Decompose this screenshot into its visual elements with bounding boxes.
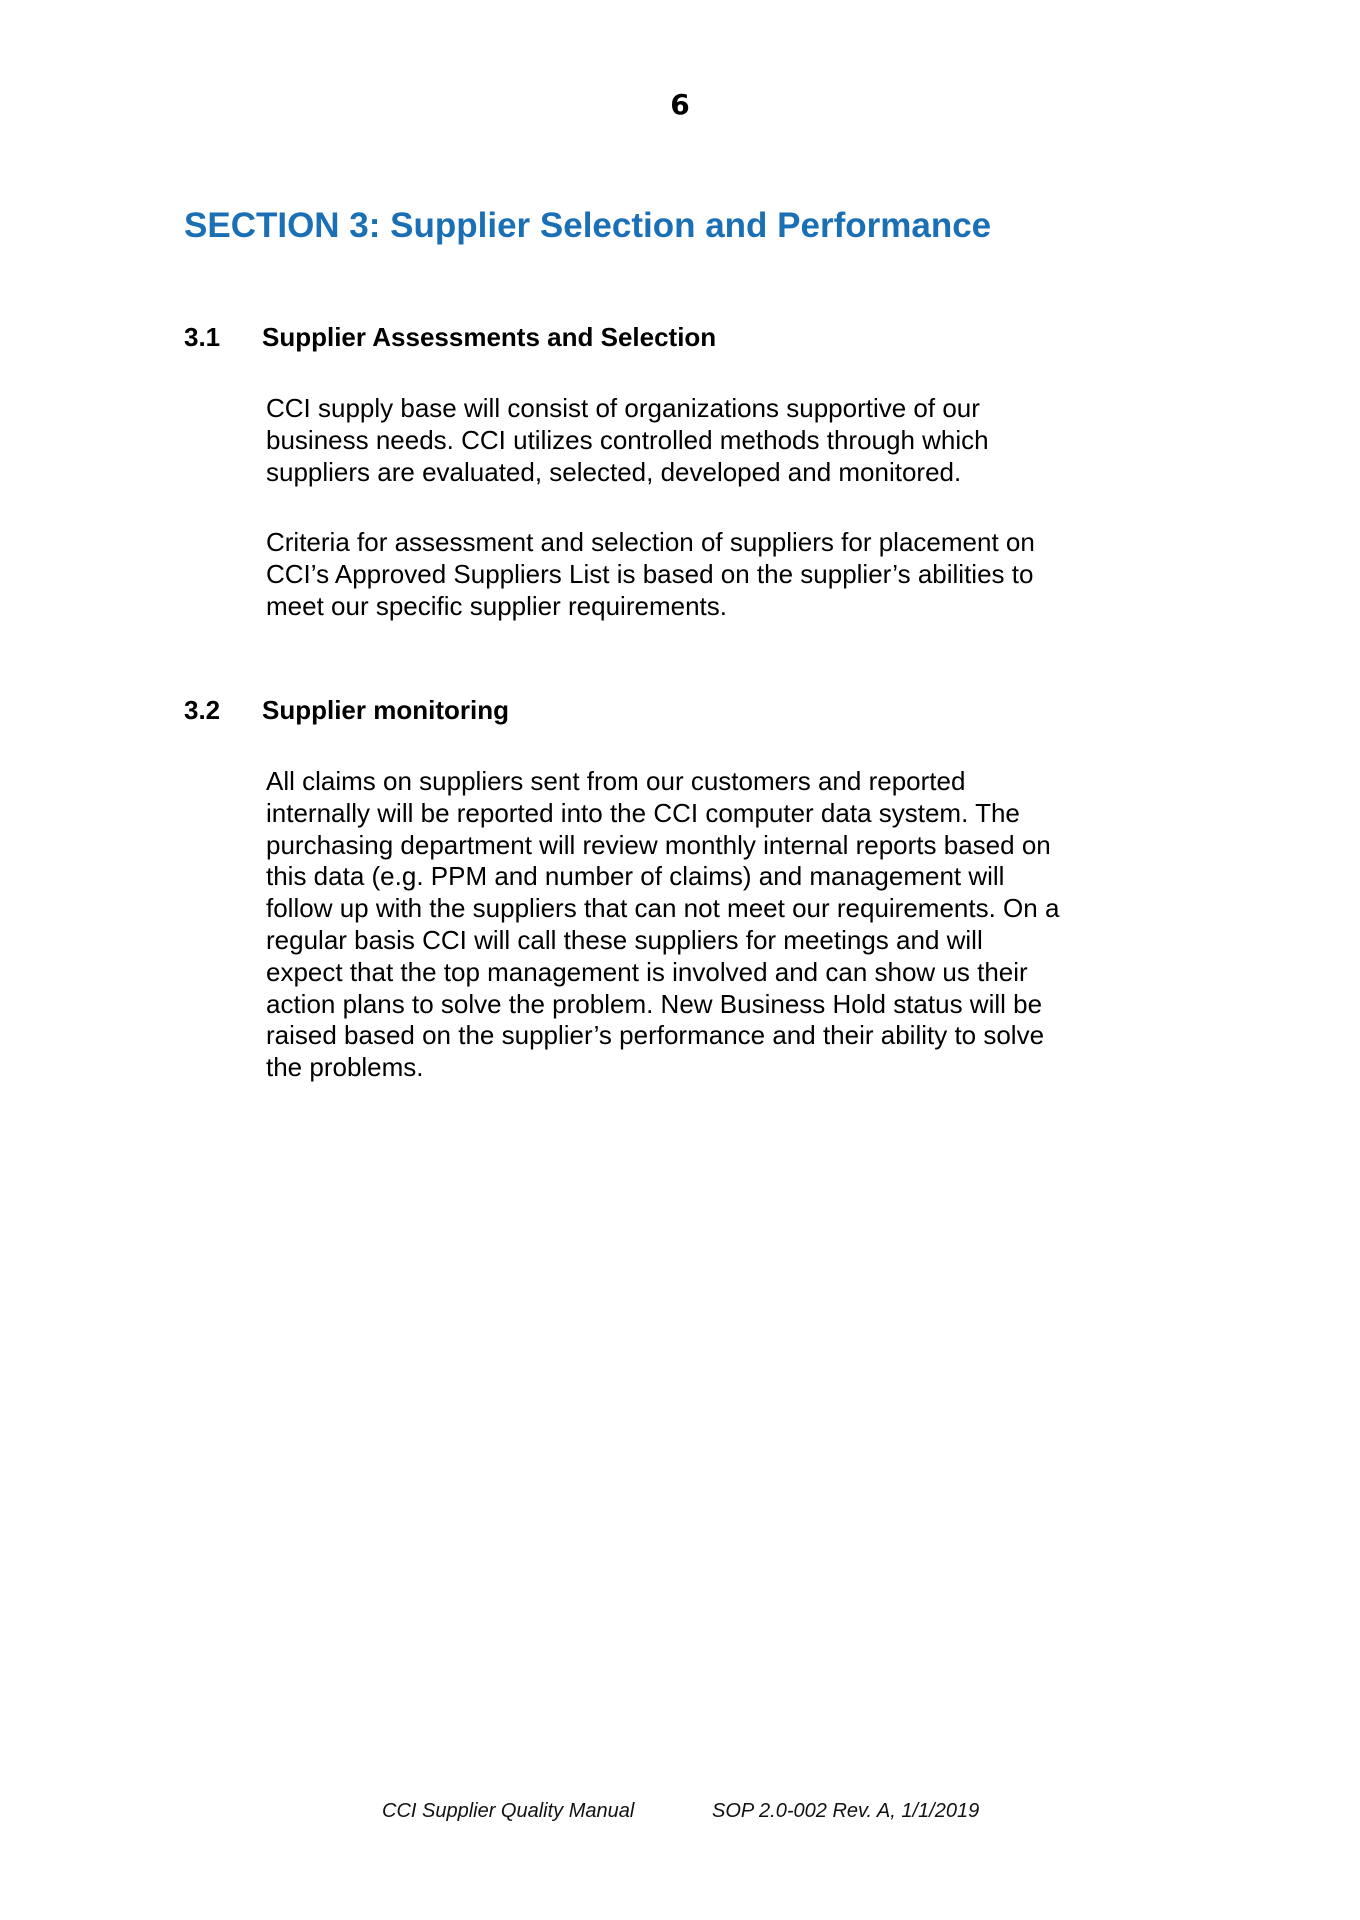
paragraph-line: business needs. CCI utilizes controlled methods through which [266,424,989,455]
paragraph-line: raised based on the supplier’s performance and their ability to solve [266,1020,1045,1051]
paragraph [266,393,1126,488]
paragraph-line: All claims on suppliers sent from our customers and reported [266,766,966,796]
paragraph-line: follow up with the suppliers that can not meet our requirements. On a [266,893,1060,924]
paragraph-line: purchasing department will review monthly internal reports based on [266,829,1051,860]
section-title: SECTION 3: Supplier Selection and Performance [184,206,992,245]
paragraph-line: CCI’s Approved Suppliers List is based on the supplier’s abilities to [266,558,1034,589]
subheading-3-2 [184,695,509,726]
subheading-title: Supplier Assessments and Selection [262,322,717,352]
paragraph-line: action plans to solve the problem. New Business Hold status will be [266,988,1043,1019]
paragraph-line: suppliers are evaluated, selected, developed and monitored. [266,456,962,487]
paragraph-line: expect that the top management is involved and can show us their [266,956,1028,987]
subheading-number: 3.2 [184,695,221,725]
paragraph-line: regular basis CCI will call these suppliers for meetings and will [266,924,983,955]
subheading-title: Supplier monitoring [262,695,509,725]
page-number: 6 [670,88,690,121]
footer-revision: SOP 2.0-002 Rev. A, 1/1/2019 [712,1800,980,1822]
paragraph [266,527,1126,622]
footer-document-title: CCI Supplier Quality Manual [382,1800,635,1822]
paragraph-line: meet our specific supplier requirements. [266,590,727,621]
paragraph [266,766,1126,1084]
paragraph-line: this data (e.g. PPM and number of claims) and management will [266,861,1005,892]
subheading-number: 3.1 [184,322,221,352]
paragraph-line: Criteria for assessment and selection of suppliers for placement on [266,527,1035,557]
paragraph-line: the problems. [266,1052,424,1083]
paragraph-line: CCI supply base will consist of organizations supportive of our [266,393,980,423]
paragraph-line: internally will be reported into the CCI computer data system. The [266,797,1020,828]
subheading-3-1 [184,322,716,353]
